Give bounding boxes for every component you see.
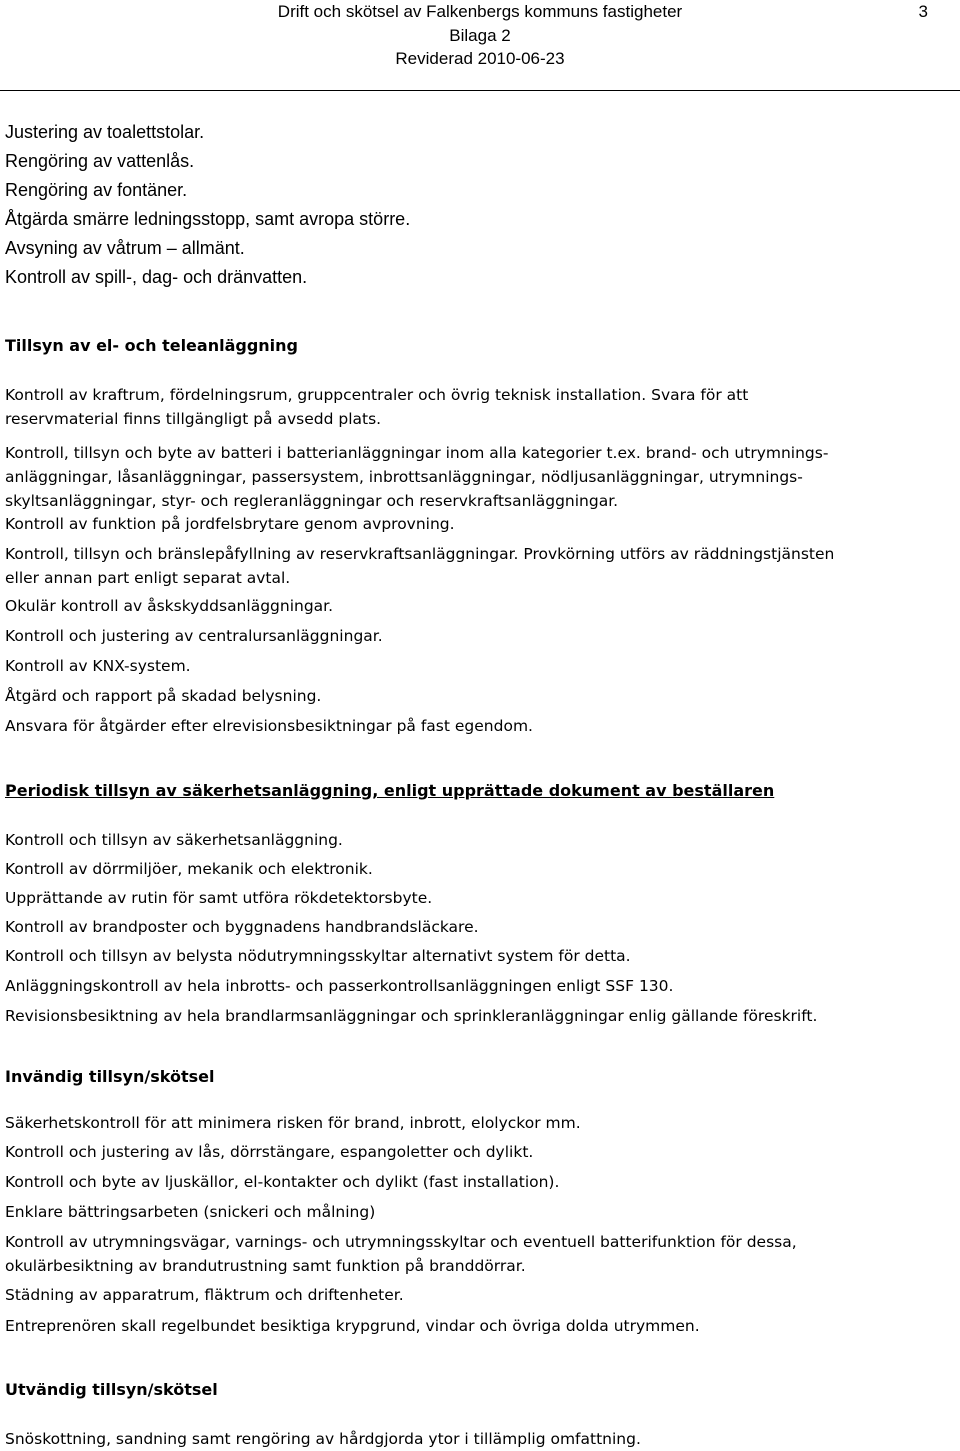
paragraph: Okulär kontroll av åskskyddsanläggningar. bbox=[5, 597, 334, 615]
paragraph: Kontroll av KNX-system. bbox=[5, 657, 191, 675]
paragraph: Snöskottning, sandning samt rengöring av hårdgjorda ytor i tillämplig omfattning. bbox=[5, 1430, 641, 1448]
section-el-body bbox=[5, 441, 955, 513]
section-heading-invandig: Invändig tillsyn/skötsel bbox=[5, 1067, 215, 1086]
list-item: Åtgärda smärre ledningsstopp, samt avropa större. bbox=[5, 209, 411, 229]
paragraph: Ansvara för åtgärder efter elrevisionsbesiktningar på fast egendom. bbox=[5, 717, 533, 735]
section-el-body bbox=[5, 383, 955, 431]
paragraph: reservmaterial finns tillgängligt på avsedd plats. bbox=[5, 410, 382, 428]
paragraph: anläggningar, låsanläggningar, passersystem, inbrottsanläggningar, nödljusanläggningar, utrymnings- bbox=[5, 468, 803, 486]
list-item: Avsyning av våtrum – allmänt. bbox=[5, 238, 245, 258]
paragraph: Kontroll, tillsyn och byte av batteri i batterianläggningar inom alla kategorier t.ex. bbox=[5, 444, 641, 462]
list-item: Kontroll och tillsyn av belysta nödutrymningsskyltar alternativt system för detta. bbox=[5, 947, 631, 965]
list-item: Rengöring av fontäner. bbox=[5, 180, 188, 200]
section-heading-el: Tillsyn av el- och teleanläggning bbox=[5, 336, 298, 355]
paragraph: eller annan part enligt separat avtal. bbox=[5, 569, 291, 587]
list-item: Kontroll av dörrmiljöer, mekanik och elektronik. bbox=[5, 860, 373, 878]
paragraph: Kontroll och byte av ljuskällor, el-kontakter och dylikt (fast installation). bbox=[5, 1173, 560, 1191]
paragraph: okulärbesiktning av brandutrustning samt funktion på branddörrar. bbox=[5, 1257, 526, 1275]
paragraph: Kontroll och justering av centralursanläggningar. bbox=[5, 627, 383, 645]
section-invandig-body bbox=[5, 1230, 955, 1278]
paragraph: Kontroll av utrymningsvägar, varnings- och utrymningsskyltar och eventuell batterifunktion för dessa, bbox=[5, 1233, 797, 1251]
paragraph: Kontroll, tillsyn och bränslepåfyllning av reservkraftsanläggningar. Provkörning utförs av räddningstjänsten bbox=[5, 545, 835, 563]
paragraph: brand- och utrymnings- bbox=[645, 444, 829, 462]
paragraph: Kontroll av funktion på jordfelsbrytare genom avprovning. bbox=[5, 515, 455, 533]
paragraph: Enklare bättringsarbeten (snickeri och målning) bbox=[5, 1203, 376, 1221]
list-item: Revisionsbesiktning av hela brandlarmsanläggningar och sprinkleranläggningar enlig gällande föreskrift. bbox=[5, 1007, 818, 1025]
list-item: Upprättande av rutin för samt utföra rökdetektorsbyte. bbox=[5, 889, 433, 907]
list-item: Anläggningskontroll av hela inbrotts- och passerkontrollsanläggningen enligt SSF 130. bbox=[5, 977, 674, 995]
list-item: Justering av toalettstolar. bbox=[5, 122, 205, 142]
paragraph: Säkerhetskontroll för att minimera risken för brand, inbrott, elolyckor mm. bbox=[5, 1114, 581, 1132]
paragraph: Entreprenören skall regelbundet besiktiga krypgrund, vindar och övriga dolda utrymmen. bbox=[5, 1317, 700, 1335]
header-center bbox=[0, 0, 960, 71]
paragraph: skyltsanläggningar, styr- och regleranläggningar och reservkraftsanläggningar. bbox=[5, 492, 619, 510]
intro-list bbox=[5, 118, 955, 292]
document-title: Drift och skötsel av Falkenbergs kommuns fastigheter bbox=[277, 2, 683, 21]
section-heading-utvandig: Utvändig tillsyn/skötsel bbox=[5, 1380, 218, 1399]
paragraph: Åtgärd och rapport på skadad belysning. bbox=[5, 687, 322, 705]
revision-date: Reviderad 2010-06-23 bbox=[395, 49, 565, 68]
list-item: Kontroll av brandposter och byggnadens handbrandsläckare. bbox=[5, 918, 479, 936]
list-item: Kontroll och tillsyn av säkerhetsanläggning. bbox=[5, 831, 343, 849]
section-heading-sakerhet: Periodisk tillsyn av säkerhetsanläggning, enligt upprättade dokument av beställaren bbox=[5, 781, 775, 800]
header-divider bbox=[0, 90, 960, 91]
paragraph: Kontroll och justering av lås, dörrstängare, espangoletter och dylikt. bbox=[5, 1143, 534, 1161]
list-item: Kontroll av spill-, dag- och dränvatten. bbox=[5, 267, 308, 287]
page-header bbox=[0, 0, 960, 92]
section-el-body bbox=[5, 542, 955, 590]
page-number: 3 bbox=[918, 2, 928, 21]
appendix-label: Bilaga 2 bbox=[449, 25, 511, 45]
paragraph: Kontroll av kraftrum, fördelningsrum, gruppcentraler och övrig teknisk installation. Svara för att bbox=[5, 386, 749, 404]
list-item: Rengöring av vattenlås. bbox=[5, 151, 195, 171]
paragraph: Städning av apparatrum, fläktrum och driftenheter. bbox=[5, 1286, 404, 1304]
